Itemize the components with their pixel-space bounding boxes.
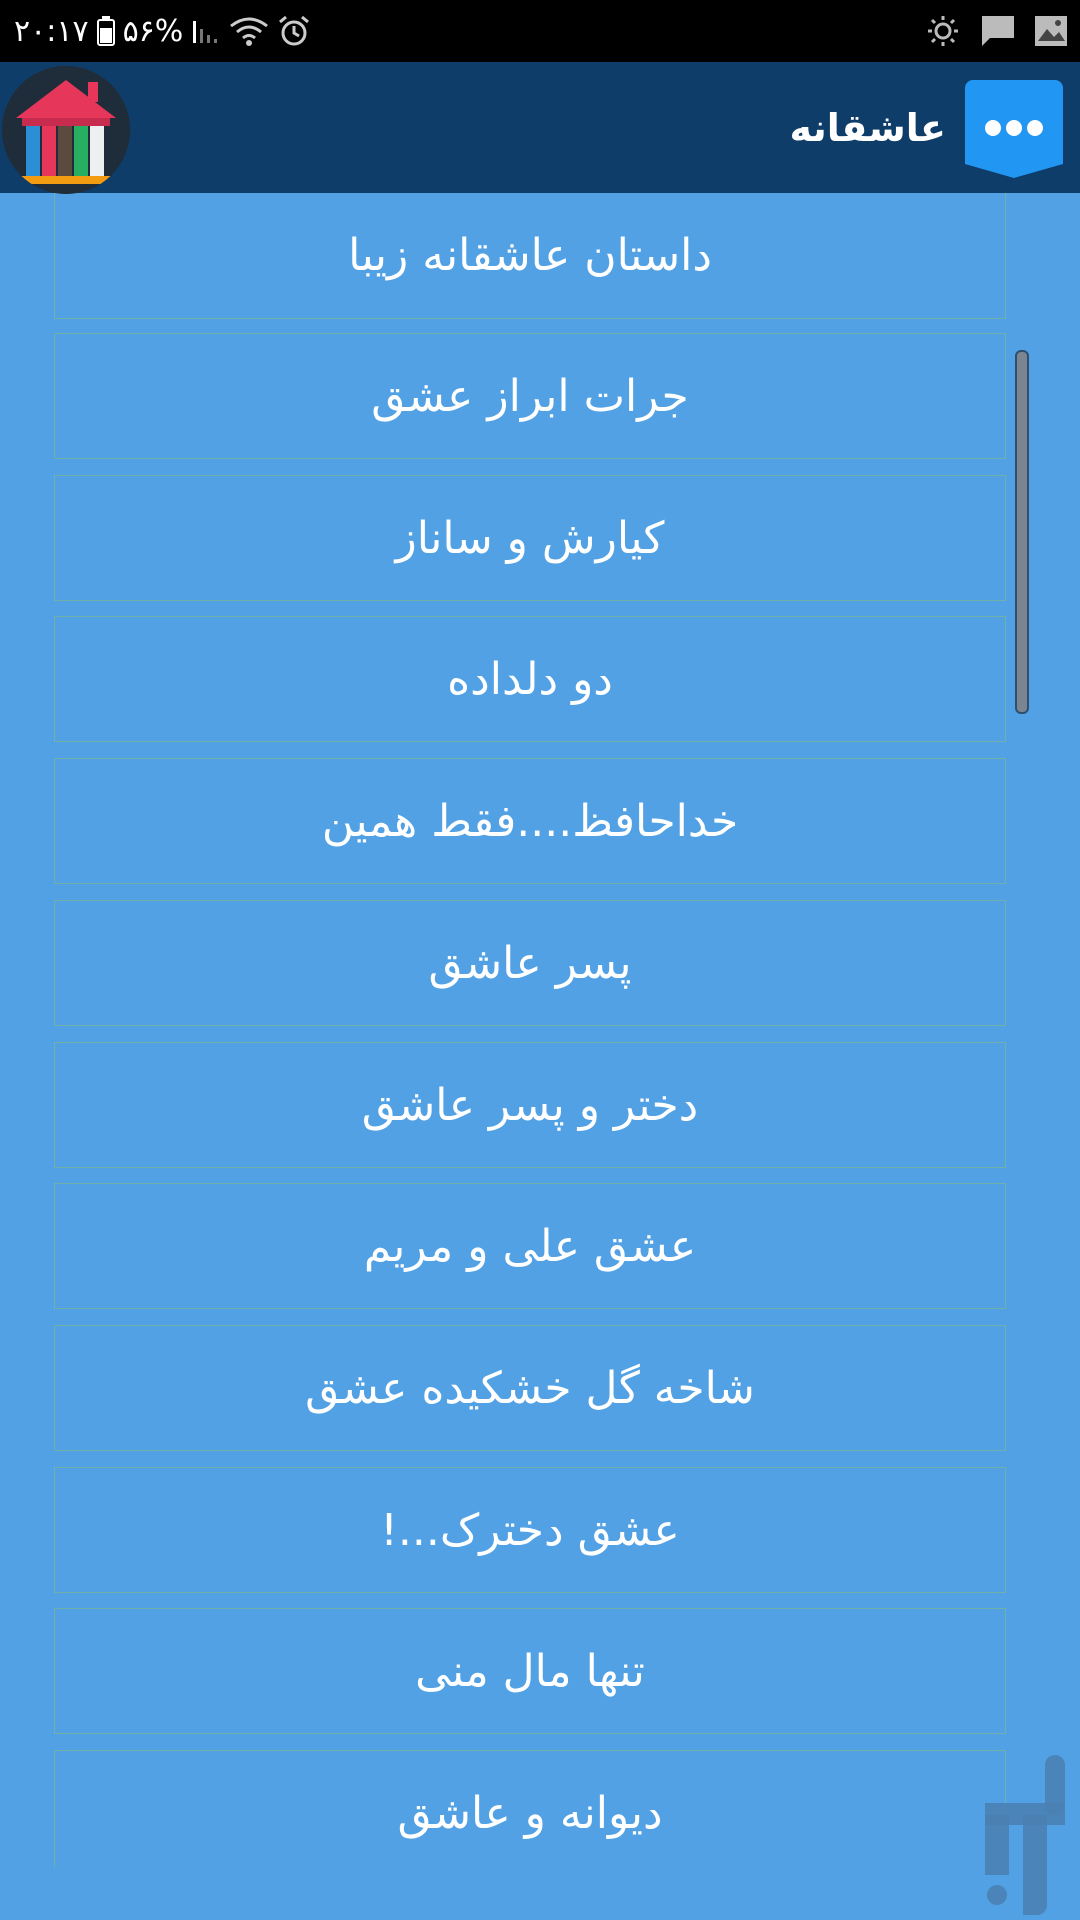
dot-icon	[1027, 120, 1043, 136]
list-item[interactable]	[54, 475, 1006, 601]
bazaar-watermark-icon	[975, 1755, 1075, 1915]
page-title: عاشقانه	[789, 105, 946, 150]
list-item[interactable]	[54, 193, 1006, 319]
list-item[interactable]	[54, 900, 1006, 1026]
story-list-area[interactable]	[0, 193, 1080, 1868]
status-bar	[0, 0, 1080, 62]
list-item[interactable]	[54, 333, 1006, 459]
brightness-icon	[924, 14, 962, 48]
list-item-label: دو دلداده	[447, 653, 613, 705]
image-icon	[1034, 15, 1068, 47]
list-item[interactable]	[54, 758, 1006, 884]
scrollbar[interactable]	[1015, 350, 1029, 714]
list-item[interactable]	[54, 1325, 1006, 1451]
list-item-label: شاخه گل خشکیده عشق	[305, 1362, 755, 1414]
list-item-label: دیوانه و عاشق	[397, 1787, 663, 1839]
list-item[interactable]	[54, 616, 1006, 742]
list-item-label: پسر عاشق	[428, 937, 632, 989]
battery-percentage: ۵۶%	[122, 13, 184, 49]
list-item[interactable]	[54, 1467, 1006, 1593]
menu-button[interactable]	[965, 80, 1063, 178]
status-left-group	[14, 0, 311, 62]
list-item-label: جرات ابراز عشق	[371, 370, 689, 422]
list-item-label: دختر و پسر عاشق	[361, 1079, 699, 1131]
list-item[interactable]	[54, 1183, 1006, 1309]
list-item-label: عشق دخترک...!	[380, 1504, 680, 1556]
list-item-label: خداحافظ....فقط همین	[321, 795, 739, 847]
list-item-label: داستان عاشقانه زیبا	[348, 230, 712, 281]
list-item-label: کیارش و ساناز	[395, 512, 665, 564]
battery-icon	[97, 16, 115, 46]
signal-icon	[191, 17, 221, 45]
wifi-icon	[229, 16, 269, 46]
message-icon	[980, 14, 1016, 48]
alarm-icon	[277, 14, 311, 48]
status-right-group	[924, 0, 1068, 62]
list-item[interactable]	[54, 1750, 1006, 1868]
app-logo	[2, 66, 130, 194]
dot-icon	[985, 120, 1001, 136]
list-item-label: تنها مال منی	[415, 1645, 645, 1697]
dot-icon	[1006, 120, 1022, 136]
status-time: ۲۰:۱۷	[14, 13, 89, 49]
list-item-label: عشق علی و مریم	[363, 1220, 697, 1272]
list-item[interactable]	[54, 1042, 1006, 1168]
list-item[interactable]	[54, 1608, 1006, 1734]
